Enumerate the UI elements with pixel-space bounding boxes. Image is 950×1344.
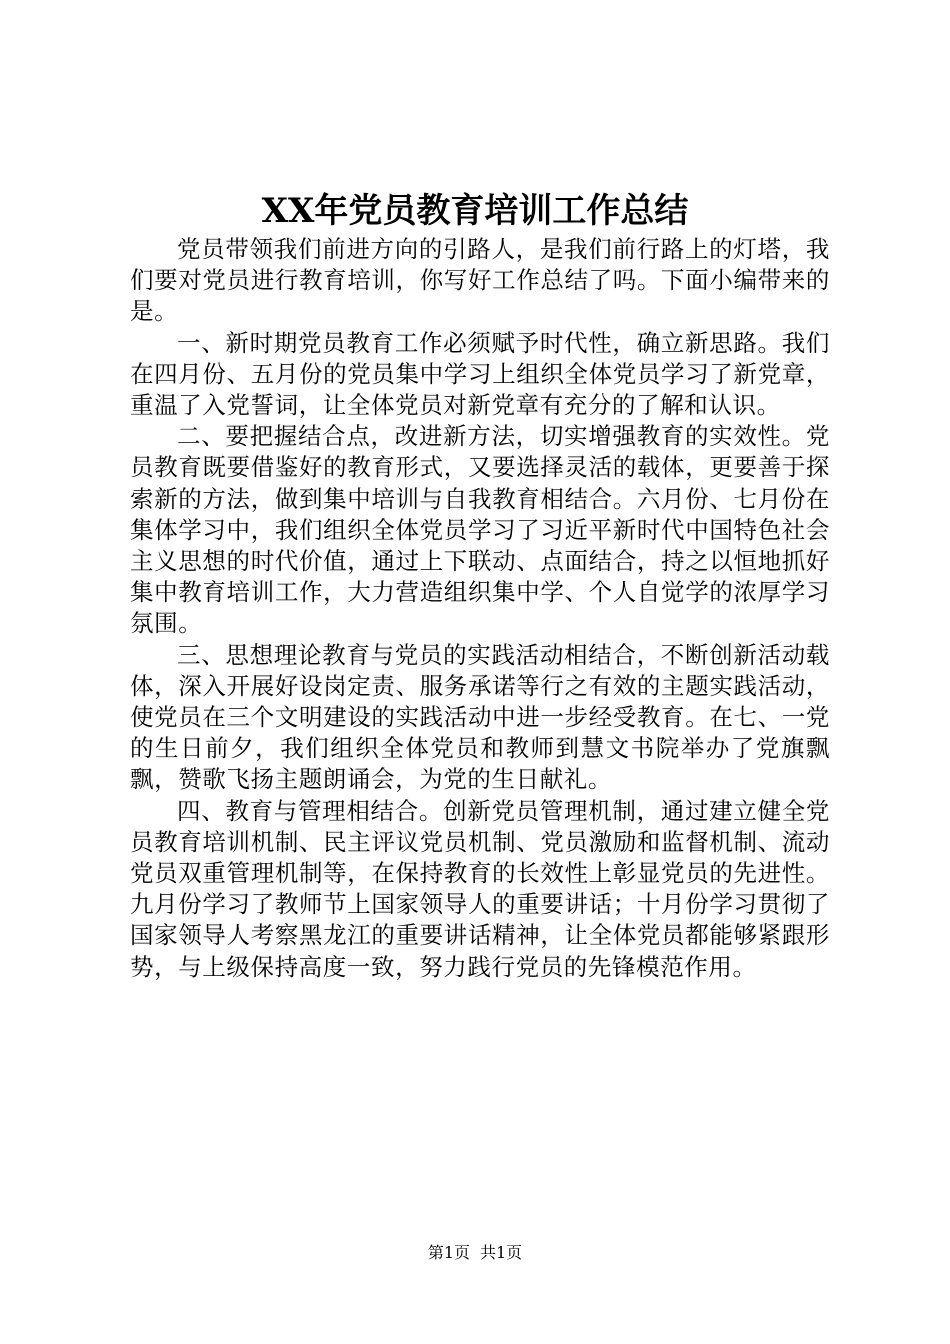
document-body <box>130 234 830 983</box>
page-footer <box>0 1242 950 1264</box>
page-total: 共1页 <box>480 1243 523 1262</box>
page-number: 第1页 <box>427 1243 470 1262</box>
paragraph-section-3: 三、思想理论教育与党员的实践活动相结合，不断创新活动载体，深入开展好设岗定责、服务承诺等行之有效的主题实践活动，使党员在三个文明建设的实践活动中进一步经受教育。在七、一党的生日前夕，我们组织全体党员和教师到慧文书院举办了党旗飘飘，赞歌飞扬主题朗诵会，为党的生日献礼。 <box>130 640 830 794</box>
document-title: XX年党员教育培训工作总结 <box>261 191 689 231</box>
paragraph-section-2: 二、要把握结合点，改进新方法，切实增强教育的实效性。党员教育既要借鉴好的教育形式，又要选择灵活的载体，更要善于探索新的方法，做到集中培训与自我教育相结合。六月份、七月份在集体学习中，我们组织全体党员学习了习近平新时代中国特色社会主义思想的时代价值，通过上下联动、点面结合，持之以恒地抓好集中教育培训工作，大力营造组织集中学、个人自觉学的浓厚学习氛围。 <box>130 422 830 638</box>
paragraph-section-4: 四、教育与管理相结合。创新党员管理机制，通过建立健全党员教育培训机制、民主评议党员机制、党员激励和监督机制、流动党员双重管理机制等，在保持教育的长效性上彰显党员的先进性。九月份学习了教师节上国家领导人的重要讲话；十月份学习贯彻了国家领导人考察黑龙江的重要讲话精神，让全体党员都能够紧跟形势，与上级保持高度一致，努力践行党员的先锋模范作用。 <box>130 796 830 981</box>
paragraph-section-1: 一、新时期党员教育工作必须赋予时代性，确立新思路。我们在四月份、五月份的党员集中学习上组织全体党员学习了新党章，重温了入党誓词，让全体党员对新党章有充分的了解和认识。 <box>130 328 830 420</box>
paragraph-intro: 党员带领我们前进方向的引路人，是我们前行路上的灯塔，我们要对党员进行教育培训，你写好工作总结了吗。下面小编带来的是。 <box>130 235 830 326</box>
